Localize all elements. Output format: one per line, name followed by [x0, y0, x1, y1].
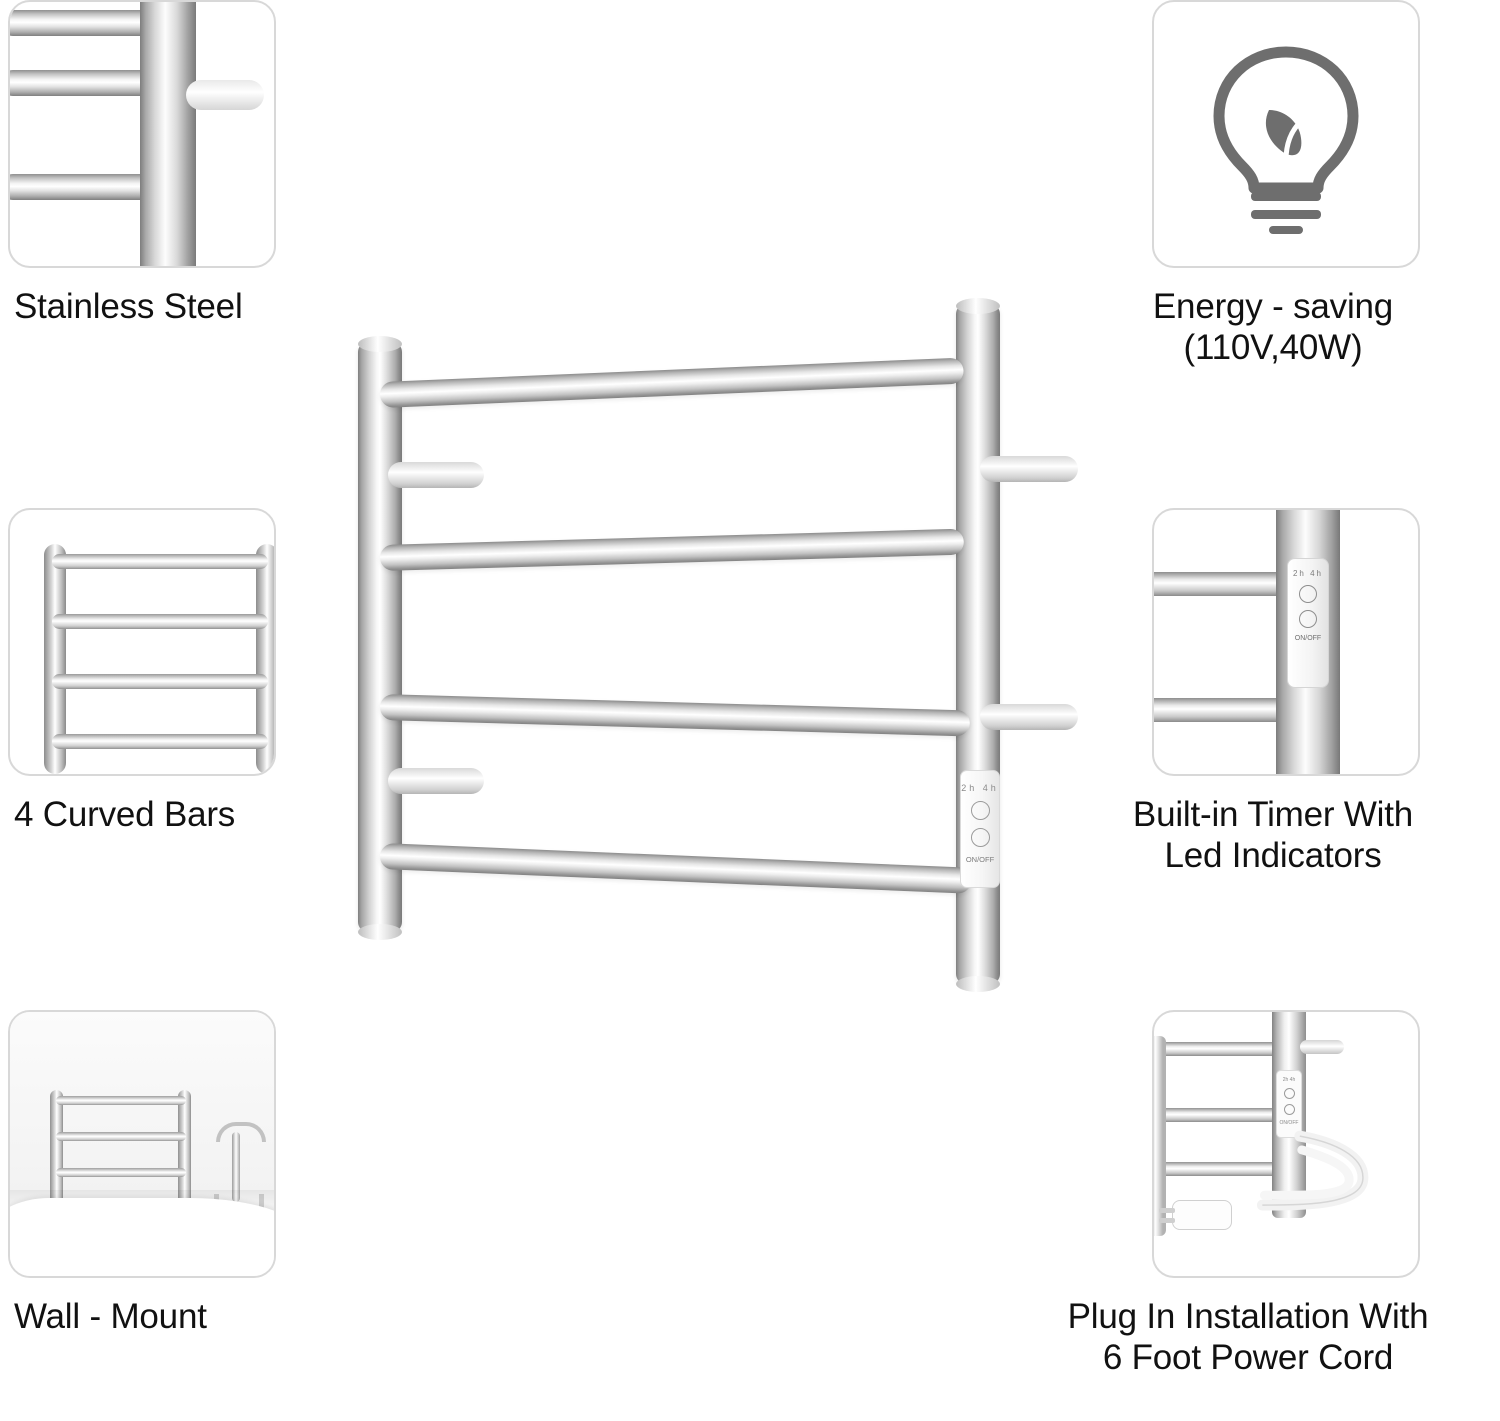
feature-caption-line1: Plug In Installation With: [1067, 1297, 1429, 1336]
curved-bars-illustration: [10, 510, 274, 774]
feature-caption: 4 Curved Bars: [14, 795, 236, 834]
towel-bar-4: [379, 843, 972, 894]
feature-energy-saving: [1152, 0, 1420, 369]
vertical-post: [140, 0, 196, 268]
feature-caption: [1113, 286, 1433, 369]
eco-bulb-icon: [1154, 2, 1418, 266]
feature-curved-bars: [8, 508, 276, 835]
bathroom-scene-illustration: [10, 1012, 274, 1276]
energy-saving-bulb-icon-thumbnail: [1152, 0, 1420, 268]
towel-bar: [56, 1132, 186, 1141]
power-label: ON/OFF: [1279, 1120, 1299, 1126]
feature-caption-line2: 6 Foot Power Cord: [1102, 1338, 1394, 1378]
feature-caption-line2: (110V,40W): [1183, 328, 1363, 368]
bathtub: [8, 1198, 276, 1278]
feature-caption: [1113, 794, 1433, 877]
feature-wall-mount: [8, 1010, 276, 1337]
plug-prong: [1159, 1208, 1175, 1213]
towel-bar-3: [380, 694, 970, 736]
towel-bar-1: [379, 358, 964, 408]
towel-bar: [52, 614, 268, 629]
power-label: ON/OFF: [1294, 635, 1322, 642]
left-mounting-stub-lower: [388, 768, 484, 794]
clock-icon[interactable]: [971, 801, 990, 820]
power-icon[interactable]: [971, 828, 990, 847]
feature-caption: Stainless Steel: [14, 287, 243, 326]
wall-mount-bathroom-thumbnail: [8, 1010, 276, 1278]
towel-bar: [52, 734, 268, 749]
left-post-cap-bottom: [358, 924, 402, 940]
power-icon[interactable]: [1299, 610, 1317, 628]
power-cord-plug-thumbnail: [1152, 1010, 1420, 1278]
clock-icon[interactable]: [1299, 585, 1317, 603]
left-mounting-stub-upper: [388, 462, 484, 488]
towel-bar: [1154, 698, 1290, 722]
timer-hour-labels: 2h 4h: [961, 783, 999, 793]
right-post-cap: [956, 298, 1000, 314]
plug-head: [1172, 1200, 1232, 1230]
timer-closeup-illustration: [1154, 510, 1418, 774]
built-in-timer-closeup-thumbnail: [1152, 508, 1420, 776]
timer-hour-labels: 2h 4h: [1282, 1077, 1296, 1083]
control-panel[interactable]: [960, 770, 1000, 888]
towel-bar: [52, 554, 268, 569]
timer-hour-labels: 2h 4h: [1292, 569, 1324, 578]
towel-bar: [1154, 572, 1290, 596]
feature-built-in-timer: [1132, 508, 1420, 877]
towel-bar: [52, 674, 268, 689]
mounting-knob: [186, 80, 264, 110]
stainless-steel-illustration: [10, 2, 274, 266]
feature-caption-line1: Built-in Timer With: [1132, 795, 1414, 834]
feature-stainless-steel: [8, 0, 276, 327]
feature-caption-line1: Energy - saving: [1152, 287, 1394, 326]
power-label: ON/OFF: [965, 855, 995, 864]
four-curved-bars-thumbnail: [8, 508, 276, 776]
feature-caption-line2: Led Indicators: [1164, 836, 1382, 876]
right-mounting-stub-lower: [980, 704, 1078, 730]
towel-bar-2: [380, 529, 964, 571]
right-mounting-stub-upper: [980, 456, 1078, 482]
stainless-steel-closeup-thumbnail: [8, 0, 276, 268]
feature-caption: [1038, 1296, 1458, 1379]
heated-towel-rack-product-photo: [340, 290, 1100, 1000]
left-post-cap: [358, 336, 402, 352]
plug-prong: [1159, 1218, 1175, 1223]
feature-plug-in-installation: [1067, 1010, 1429, 1379]
feature-caption: Wall - Mount: [14, 1297, 207, 1336]
power-cord: [1154, 1012, 1418, 1276]
control-panel[interactable]: [1287, 558, 1329, 688]
power-cord-illustration: [1154, 1012, 1418, 1276]
right-post-cap-bottom: [956, 976, 1000, 992]
towel-bar: [56, 1096, 186, 1105]
towel-bar: [56, 1168, 186, 1177]
